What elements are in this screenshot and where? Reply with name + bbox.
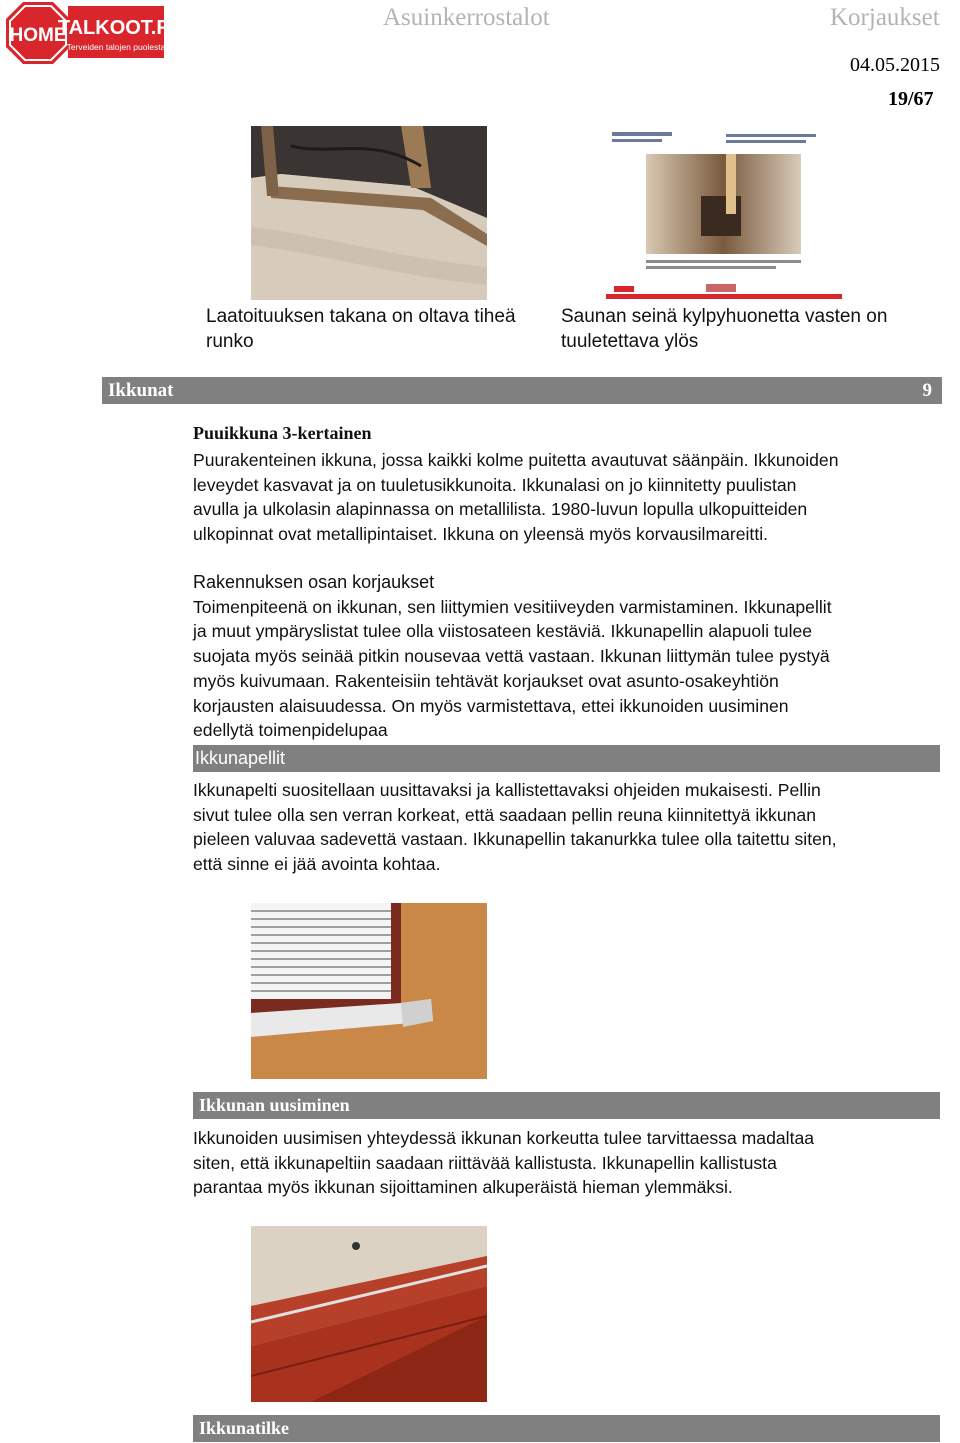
logo-talkoot-text: TALKOOT.FI	[57, 17, 166, 39]
ikkunapellit-text: Ikkunapelti suositellaan uusittavaksi ja kallistettavaksi ohjeiden mukaisesti. Pellin sivut tulee olla sen verran korkeat, että saadaan pellin reuna kiinnitettyä ikkunan pieleen valuvaa sadevettä vastaan. Ikkunapellin takanurkka tulee olla taitettu siten, että sinne ei jää avointa kohtaa.	[193, 780, 837, 875]
rakennus-heading: Rakennuksen osan korjaukset	[193, 572, 435, 592]
puuikkuna-heading: Puuikkuna 3-kertainen	[193, 423, 372, 443]
uusiminen-title: Ikkunan uusiminen	[199, 1095, 350, 1115]
photo-sauna-document	[606, 126, 842, 301]
section-bar-ikkunat	[102, 377, 942, 404]
header-date: 04.05.2015	[850, 54, 940, 76]
logo-home-text: HOME	[9, 25, 67, 46]
photo-window-sill	[251, 903, 487, 1079]
section-bar-ikkunapellit	[193, 745, 940, 772]
ikkunapellit-title: Ikkunapellit	[195, 748, 286, 768]
tilke-title: Ikkunatilke	[199, 1418, 290, 1438]
caption-left: Laatoituuksen takana on oltava tiheä runko	[206, 306, 516, 352]
photo-window-flashing	[251, 1226, 487, 1402]
caption-right: Saunan seinä kylpyhuonetta vasten on tuuletettava ylös	[561, 306, 888, 352]
page-number: 19/67	[888, 88, 934, 110]
section-title: Ikkunat	[108, 380, 174, 401]
header-category: Asuinkerrostalot	[383, 4, 550, 31]
logo-tagline: Terveiden talojen puolesta	[66, 42, 166, 52]
photo-wall-frame	[251, 126, 487, 300]
header-section: Korjaukset	[830, 4, 940, 31]
hometalkoot-logo	[6, 2, 166, 64]
section-bar-uusiminen	[193, 1092, 940, 1119]
puuikkuna-text: Puurakenteinen ikkuna, jossa kaikki kolme puitetta avautuvat säänpäin. Ikkunoiden leveydet kasvavat ja on tuuletusikkunoita. Ikkunalasi on jo kiinnitetty puulistan avulla ja ulkolasin alapinnassa on metallilista. 1980-luvun lopulla ulkopuitteiden ulkopinnat ovat metallipintaiset. Ikkuna on yleensä myös korvausilmareitti.	[193, 450, 839, 545]
rakennus-text: Rakennuksen osan korjaukset Toimenpiteenä on ikkunan, sen liittymien vesitiiveyden varmistaminen. Ikkunapellit ja muut ympäryslistat tulee olla viistosateen kestäviä. Ikkunapellin alapuoli tulee suojata myös seinää pitkin nousevaa vettä vastaan. Ikkunan liittymän tulee pystyä myös kuivumaan. Rakenteisiin tehtävät korjaukset ovat asunto-osakeyhtiön korjausten alaisuudessa. On myös varmistettava, ettei ikkunoiden uusiminen edellytä toimenpidelupaa	[193, 570, 945, 743]
uusiminen-text: Ikkunoiden uusimisen yhteydessä ikkunan korkeutta tulee tarvittaessa madaltaa siten, että ikkunapeltiin saadaan riittävää kallistusta. Ikkunapellin kallistusta parantaa myös ikkunan sijoittaminen alkuperäistä hieman ylemmäksi.	[193, 1128, 815, 1198]
section-number: 9	[922, 380, 932, 401]
section-bar-ikkunatilke	[193, 1415, 940, 1442]
